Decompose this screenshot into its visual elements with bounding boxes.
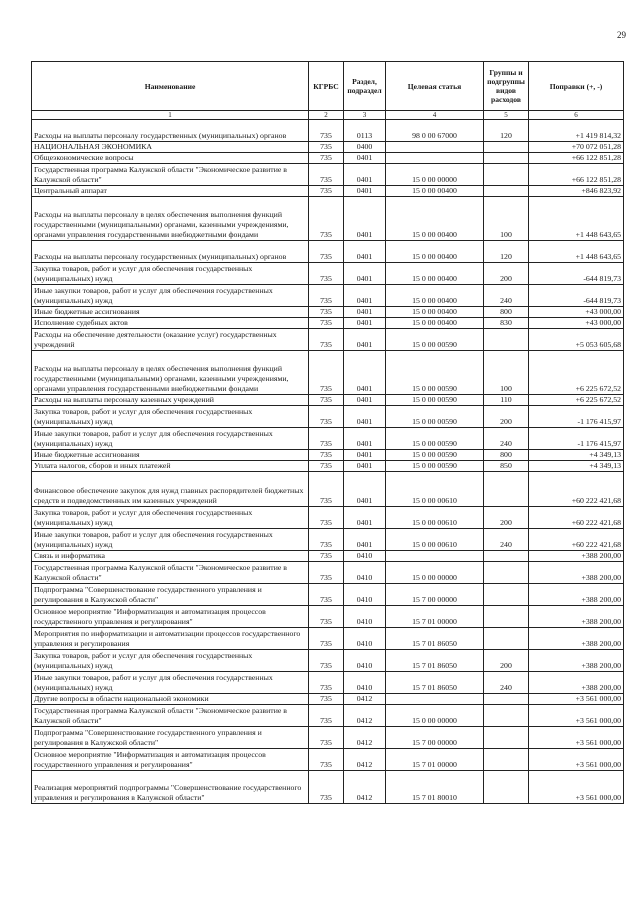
- page-number: 29: [617, 30, 626, 40]
- table-row: [32, 628, 624, 650]
- row-kgrbs: 735: [309, 749, 344, 771]
- row-kgrbs: 735: [309, 329, 344, 351]
- row-expense-group: 100: [484, 351, 529, 395]
- row-section: 0410: [344, 650, 386, 672]
- row-expense-group: 240: [484, 672, 529, 694]
- row-amendment-amount: +5 053 605,68: [529, 329, 624, 351]
- row-kgrbs: 735: [309, 285, 344, 307]
- row-section: 0412: [344, 771, 386, 804]
- row-target-article: 15 7 00 00000: [386, 727, 484, 749]
- row-expense-group: [484, 727, 529, 749]
- row-section: 0401: [344, 329, 386, 351]
- row-amendment-amount: +4 349,13: [529, 450, 624, 461]
- row-amendment-amount: +60 222 421,68: [529, 529, 624, 551]
- row-amendment-amount: -1 176 415,97: [529, 428, 624, 450]
- row-section: 0401: [344, 472, 386, 507]
- row-target-article: 15 0 00 00400: [386, 263, 484, 285]
- row-target-article: 15 0 00 00590: [386, 351, 484, 395]
- table-row: [32, 650, 624, 672]
- row-target-article: [386, 142, 484, 153]
- row-section: 0412: [344, 727, 386, 749]
- row-expense-group: [484, 562, 529, 584]
- row-kgrbs: 735: [309, 186, 344, 197]
- row-target-article: 15 0 00 00590: [386, 395, 484, 406]
- row-name: Государственная программа Калужской области "Экономическое развитие в Калужской области": [32, 562, 309, 584]
- row-name: Иные бюджетные ассигнования: [32, 450, 309, 461]
- table-row: [32, 727, 624, 749]
- row-amendment-amount: +70 072 051,28: [529, 142, 624, 153]
- row-section: 0410: [344, 672, 386, 694]
- row-amendment-amount: -644 819,73: [529, 263, 624, 285]
- row-target-article: 15 0 00 00590: [386, 406, 484, 428]
- row-name: Расходы на выплаты персоналу в целях обеспечения выполнения функций государственными (муниципальными) органами, казенными учреждениями, органами управления государственными внебюджетными фондами: [32, 197, 309, 241]
- row-section: 0401: [344, 406, 386, 428]
- row-section: 0401: [344, 307, 386, 318]
- row-section: 0401: [344, 285, 386, 307]
- row-target-article: 15 7 01 80010: [386, 771, 484, 804]
- row-amendment-amount: +1 448 643,65: [529, 197, 624, 241]
- table-row: [32, 197, 624, 241]
- row-expense-group: 200: [484, 406, 529, 428]
- budget-table: [31, 61, 624, 804]
- table-row: [32, 529, 624, 551]
- row-name: Закупка товаров, работ и услуг для обеспечения государственных (муниципальных) нужд: [32, 650, 309, 672]
- row-name: Мероприятия по информатизации и автоматизации процессов государственного управления и регулирования: [32, 628, 309, 650]
- row-amendment-amount: +66 122 851,28: [529, 153, 624, 164]
- table-row: [32, 694, 624, 705]
- row-section: 0412: [344, 749, 386, 771]
- row-expense-group: [484, 186, 529, 197]
- row-name: Подпрограмма "Совершенствование государственного управления и регулирования в Калужской области": [32, 727, 309, 749]
- row-target-article: 15 0 00 00400: [386, 307, 484, 318]
- row-kgrbs: 735: [309, 584, 344, 606]
- row-kgrbs: 735: [309, 351, 344, 395]
- row-amendment-amount: +6 225 672,52: [529, 351, 624, 395]
- row-kgrbs: 735: [309, 461, 344, 472]
- row-amendment-amount: +66 122 851,28: [529, 164, 624, 186]
- header-target: Целевая статья: [386, 62, 484, 111]
- row-target-article: 15 7 01 00000: [386, 606, 484, 628]
- row-amendment-amount: +3 561 000,00: [529, 727, 624, 749]
- row-amendment-amount: +388 200,00: [529, 562, 624, 584]
- row-name: Исполнение судебных актов: [32, 318, 309, 329]
- column-number: 4: [386, 111, 484, 120]
- row-expense-group: [484, 606, 529, 628]
- row-kgrbs: 735: [309, 395, 344, 406]
- row-kgrbs: 735: [309, 672, 344, 694]
- row-target-article: 15 0 00 00590: [386, 461, 484, 472]
- row-name: Закупка товаров, работ и услуг для обеспечения государственных (муниципальных) нужд: [32, 263, 309, 285]
- row-name: НАЦИОНАЛЬНАЯ ЭКОНОМИКА: [32, 142, 309, 153]
- row-section: 0401: [344, 461, 386, 472]
- table-row: [32, 705, 624, 727]
- row-expense-group: 110: [484, 395, 529, 406]
- row-expense-group: 120: [484, 120, 529, 142]
- row-kgrbs: 735: [309, 142, 344, 153]
- row-kgrbs: 735: [309, 727, 344, 749]
- row-kgrbs: 735: [309, 551, 344, 562]
- row-expense-group: 200: [484, 263, 529, 285]
- row-target-article: 15 0 00 00400: [386, 318, 484, 329]
- row-target-article: 15 0 00 00590: [386, 428, 484, 450]
- row-kgrbs: 735: [309, 562, 344, 584]
- row-expense-group: [484, 329, 529, 351]
- row-amendment-amount: +1 448 643,65: [529, 241, 624, 263]
- row-name: Иные закупки товаров, работ и услуг для обеспечения государственных (муниципальных) нужд: [32, 529, 309, 551]
- row-name: Уплата налогов, сборов и иных платежей: [32, 461, 309, 472]
- table-row: [32, 472, 624, 507]
- row-section: 0401: [344, 186, 386, 197]
- row-kgrbs: 735: [309, 650, 344, 672]
- row-amendment-amount: +6 225 672,52: [529, 395, 624, 406]
- table-row: [32, 142, 624, 153]
- row-section: 0401: [344, 318, 386, 329]
- column-number-row: [32, 111, 624, 120]
- row-kgrbs: 735: [309, 120, 344, 142]
- row-amendment-amount: -644 819,73: [529, 285, 624, 307]
- row-expense-group: 200: [484, 507, 529, 529]
- row-section: 0410: [344, 584, 386, 606]
- table-header-row: [32, 62, 624, 111]
- row-target-article: 15 0 00 00610: [386, 507, 484, 529]
- table-row: [32, 672, 624, 694]
- row-amendment-amount: +3 561 000,00: [529, 771, 624, 804]
- table-row: [32, 329, 624, 351]
- row-target-article: 15 0 00 00400: [386, 197, 484, 241]
- table-row: [32, 507, 624, 529]
- row-kgrbs: 735: [309, 694, 344, 705]
- row-kgrbs: 735: [309, 197, 344, 241]
- row-target-article: 15 0 00 00590: [386, 329, 484, 351]
- table-row: [32, 395, 624, 406]
- row-name: Государственная программа Калужской области "Экономическое развитие в Калужской области": [32, 705, 309, 727]
- table-row: [32, 562, 624, 584]
- table-row: [32, 461, 624, 472]
- row-section: 0410: [344, 606, 386, 628]
- row-name: Подпрограмма "Совершенствование государственного управления и регулирования в Калужской области": [32, 584, 309, 606]
- row-target-article: 15 0 00 00000: [386, 705, 484, 727]
- row-expense-group: [484, 164, 529, 186]
- row-name: Другие вопросы в области национальной экономики: [32, 694, 309, 705]
- row-kgrbs: 735: [309, 628, 344, 650]
- table-row: [32, 749, 624, 771]
- column-number: 5: [484, 111, 529, 120]
- table-row: [32, 606, 624, 628]
- row-section: 0401: [344, 153, 386, 164]
- row-amendment-amount: +388 200,00: [529, 551, 624, 562]
- row-name: Финансовое обеспечение закупок для нужд главных распорядителей бюджетных средств и подведомственных им казенных учреждений: [32, 472, 309, 507]
- row-amendment-amount: +388 200,00: [529, 628, 624, 650]
- row-section: 0113: [344, 120, 386, 142]
- row-amendment-amount: -1 176 415,97: [529, 406, 624, 428]
- row-section: 0401: [344, 529, 386, 551]
- row-section: 0401: [344, 263, 386, 285]
- table-row: [32, 263, 624, 285]
- column-number: 3: [344, 111, 386, 120]
- row-expense-group: 800: [484, 450, 529, 461]
- row-expense-group: [484, 584, 529, 606]
- row-expense-group: 100: [484, 197, 529, 241]
- table-row: [32, 153, 624, 164]
- row-target-article: 15 0 00 00610: [386, 529, 484, 551]
- row-section: 0401: [344, 197, 386, 241]
- row-target-article: 15 0 00 00400: [386, 285, 484, 307]
- row-name: Иные закупки товаров, работ и услуг для обеспечения государственных (муниципальных) нужд: [32, 285, 309, 307]
- row-amendment-amount: +388 200,00: [529, 606, 624, 628]
- row-kgrbs: 735: [309, 606, 344, 628]
- row-name: Расходы на выплаты персоналу казенных учреждений: [32, 395, 309, 406]
- table-row: [32, 584, 624, 606]
- row-amendment-amount: +43 000,00: [529, 307, 624, 318]
- row-target-article: 98 0 00 67000: [386, 120, 484, 142]
- row-target-article: 15 7 01 86050: [386, 672, 484, 694]
- row-section: 0401: [344, 241, 386, 263]
- row-name: Расходы на обеспечение деятельности (оказание услуг) государственных учреждений: [32, 329, 309, 351]
- header-groups: Группы и подгруппы видов расходов: [484, 62, 529, 111]
- row-expense-group: [484, 694, 529, 705]
- row-section: 0401: [344, 428, 386, 450]
- column-number: 1: [32, 111, 309, 120]
- row-target-article: [386, 551, 484, 562]
- row-expense-group: 240: [484, 529, 529, 551]
- table-row: [32, 307, 624, 318]
- row-target-article: 15 0 00 00400: [386, 241, 484, 263]
- column-number: 6: [529, 111, 624, 120]
- header-section: Раздел, подраздел: [344, 62, 386, 111]
- header-name: Наименование: [32, 62, 309, 111]
- row-expense-group: [484, 705, 529, 727]
- table-row: [32, 241, 624, 263]
- row-target-article: 15 7 01 00000: [386, 749, 484, 771]
- row-section: 0401: [344, 450, 386, 461]
- row-name: Связь и информатика: [32, 551, 309, 562]
- row-expense-group: [484, 153, 529, 164]
- row-amendment-amount: +3 561 000,00: [529, 749, 624, 771]
- table-row: [32, 551, 624, 562]
- table-row: [32, 120, 624, 142]
- row-kgrbs: 735: [309, 263, 344, 285]
- row-target-article: 15 0 00 00590: [386, 450, 484, 461]
- row-expense-group: 800: [484, 307, 529, 318]
- row-amendment-amount: +388 200,00: [529, 584, 624, 606]
- row-section: 0400: [344, 142, 386, 153]
- row-kgrbs: 735: [309, 450, 344, 461]
- row-name: Центральный аппарат: [32, 186, 309, 197]
- row-expense-group: 830: [484, 318, 529, 329]
- row-amendment-amount: +388 200,00: [529, 672, 624, 694]
- row-target-article: 15 0 00 00400: [386, 186, 484, 197]
- header-amendments: Поправки (+, -): [529, 62, 624, 111]
- header-kgrbs: КГРБС: [309, 62, 344, 111]
- row-target-article: 15 7 00 00000: [386, 584, 484, 606]
- row-name: Расходы на выплаты персоналу в целях обеспечения выполнения функций государственными (муниципальными) органами, казенными учреждениями, органами управления государственными внебюджетными фондами: [32, 351, 309, 395]
- table-row: [32, 285, 624, 307]
- row-section: 0401: [344, 395, 386, 406]
- row-kgrbs: 735: [309, 507, 344, 529]
- row-expense-group: 240: [484, 428, 529, 450]
- row-name: Общеэкономические вопросы: [32, 153, 309, 164]
- row-name: Основное мероприятие "Информатизация и автоматизация процессов государственного управления и регулирования": [32, 606, 309, 628]
- table-row: [32, 450, 624, 461]
- row-section: 0412: [344, 694, 386, 705]
- row-name: Реализация мероприятий подпрограммы "Совершенствование государственного управления и регулирования в Калужской области": [32, 771, 309, 804]
- row-expense-group: [484, 771, 529, 804]
- table-row: [32, 186, 624, 197]
- row-expense-group: [484, 142, 529, 153]
- row-target-article: [386, 153, 484, 164]
- column-number: 2: [309, 111, 344, 120]
- row-kgrbs: 735: [309, 529, 344, 551]
- table-row: [32, 771, 624, 804]
- row-name: Иные закупки товаров, работ и услуг для обеспечения государственных (муниципальных) нужд: [32, 672, 309, 694]
- table-row: [32, 164, 624, 186]
- row-name: Иные бюджетные ассигнования: [32, 307, 309, 318]
- row-section: 0401: [344, 507, 386, 529]
- row-amendment-amount: +43 000,00: [529, 318, 624, 329]
- row-kgrbs: 735: [309, 406, 344, 428]
- row-expense-group: 120: [484, 241, 529, 263]
- row-target-article: 15 7 01 86050: [386, 650, 484, 672]
- row-expense-group: [484, 628, 529, 650]
- row-kgrbs: 735: [309, 307, 344, 318]
- row-amendment-amount: +846 823,92: [529, 186, 624, 197]
- row-amendment-amount: +60 222 421,68: [529, 507, 624, 529]
- row-target-article: 15 0 00 00610: [386, 472, 484, 507]
- row-section: 0412: [344, 705, 386, 727]
- table-row: [32, 318, 624, 329]
- row-amendment-amount: +1 419 814,32: [529, 120, 624, 142]
- row-kgrbs: 735: [309, 241, 344, 263]
- row-amendment-amount: +4 349,13: [529, 461, 624, 472]
- row-section: 0401: [344, 351, 386, 395]
- row-name: Иные закупки товаров, работ и услуг для обеспечения государственных (муниципальных) нужд: [32, 428, 309, 450]
- row-kgrbs: 735: [309, 428, 344, 450]
- row-expense-group: 200: [484, 650, 529, 672]
- row-section: 0410: [344, 628, 386, 650]
- row-expense-group: [484, 551, 529, 562]
- row-expense-group: [484, 472, 529, 507]
- row-name: Закупка товаров, работ и услуг для обеспечения государственных (муниципальных) нужд: [32, 406, 309, 428]
- row-kgrbs: 735: [309, 472, 344, 507]
- row-amendment-amount: +60 222 421,68: [529, 472, 624, 507]
- row-amendment-amount: +3 561 000,00: [529, 705, 624, 727]
- row-target-article: 15 0 00 00000: [386, 562, 484, 584]
- row-target-article: 15 0 00 00000: [386, 164, 484, 186]
- row-kgrbs: 735: [309, 318, 344, 329]
- row-name: Расходы на выплаты персоналу государственных (муниципальных) органов: [32, 241, 309, 263]
- row-section: 0410: [344, 562, 386, 584]
- row-amendment-amount: +388 200,00: [529, 650, 624, 672]
- row-kgrbs: 735: [309, 771, 344, 804]
- row-kgrbs: 735: [309, 164, 344, 186]
- table-row: [32, 428, 624, 450]
- row-kgrbs: 735: [309, 705, 344, 727]
- table-row: [32, 351, 624, 395]
- row-expense-group: [484, 749, 529, 771]
- row-name: Основное мероприятие "Информатизация и автоматизация процессов государственного управления и регулирования": [32, 749, 309, 771]
- row-name: Закупка товаров, работ и услуг для обеспечения государственных (муниципальных) нужд: [32, 507, 309, 529]
- row-target-article: 15 7 01 86050: [386, 628, 484, 650]
- row-expense-group: 240: [484, 285, 529, 307]
- row-name: Государственная программа Калужской области "Экономическое развитие в Калужской области": [32, 164, 309, 186]
- row-kgrbs: 735: [309, 153, 344, 164]
- row-expense-group: 850: [484, 461, 529, 472]
- row-amendment-amount: +3 561 000,00: [529, 694, 624, 705]
- row-section: 0410: [344, 551, 386, 562]
- row-section: 0401: [344, 164, 386, 186]
- table-row: [32, 406, 624, 428]
- row-name: Расходы на выплаты персоналу государственных (муниципальных) органов: [32, 120, 309, 142]
- row-target-article: [386, 694, 484, 705]
